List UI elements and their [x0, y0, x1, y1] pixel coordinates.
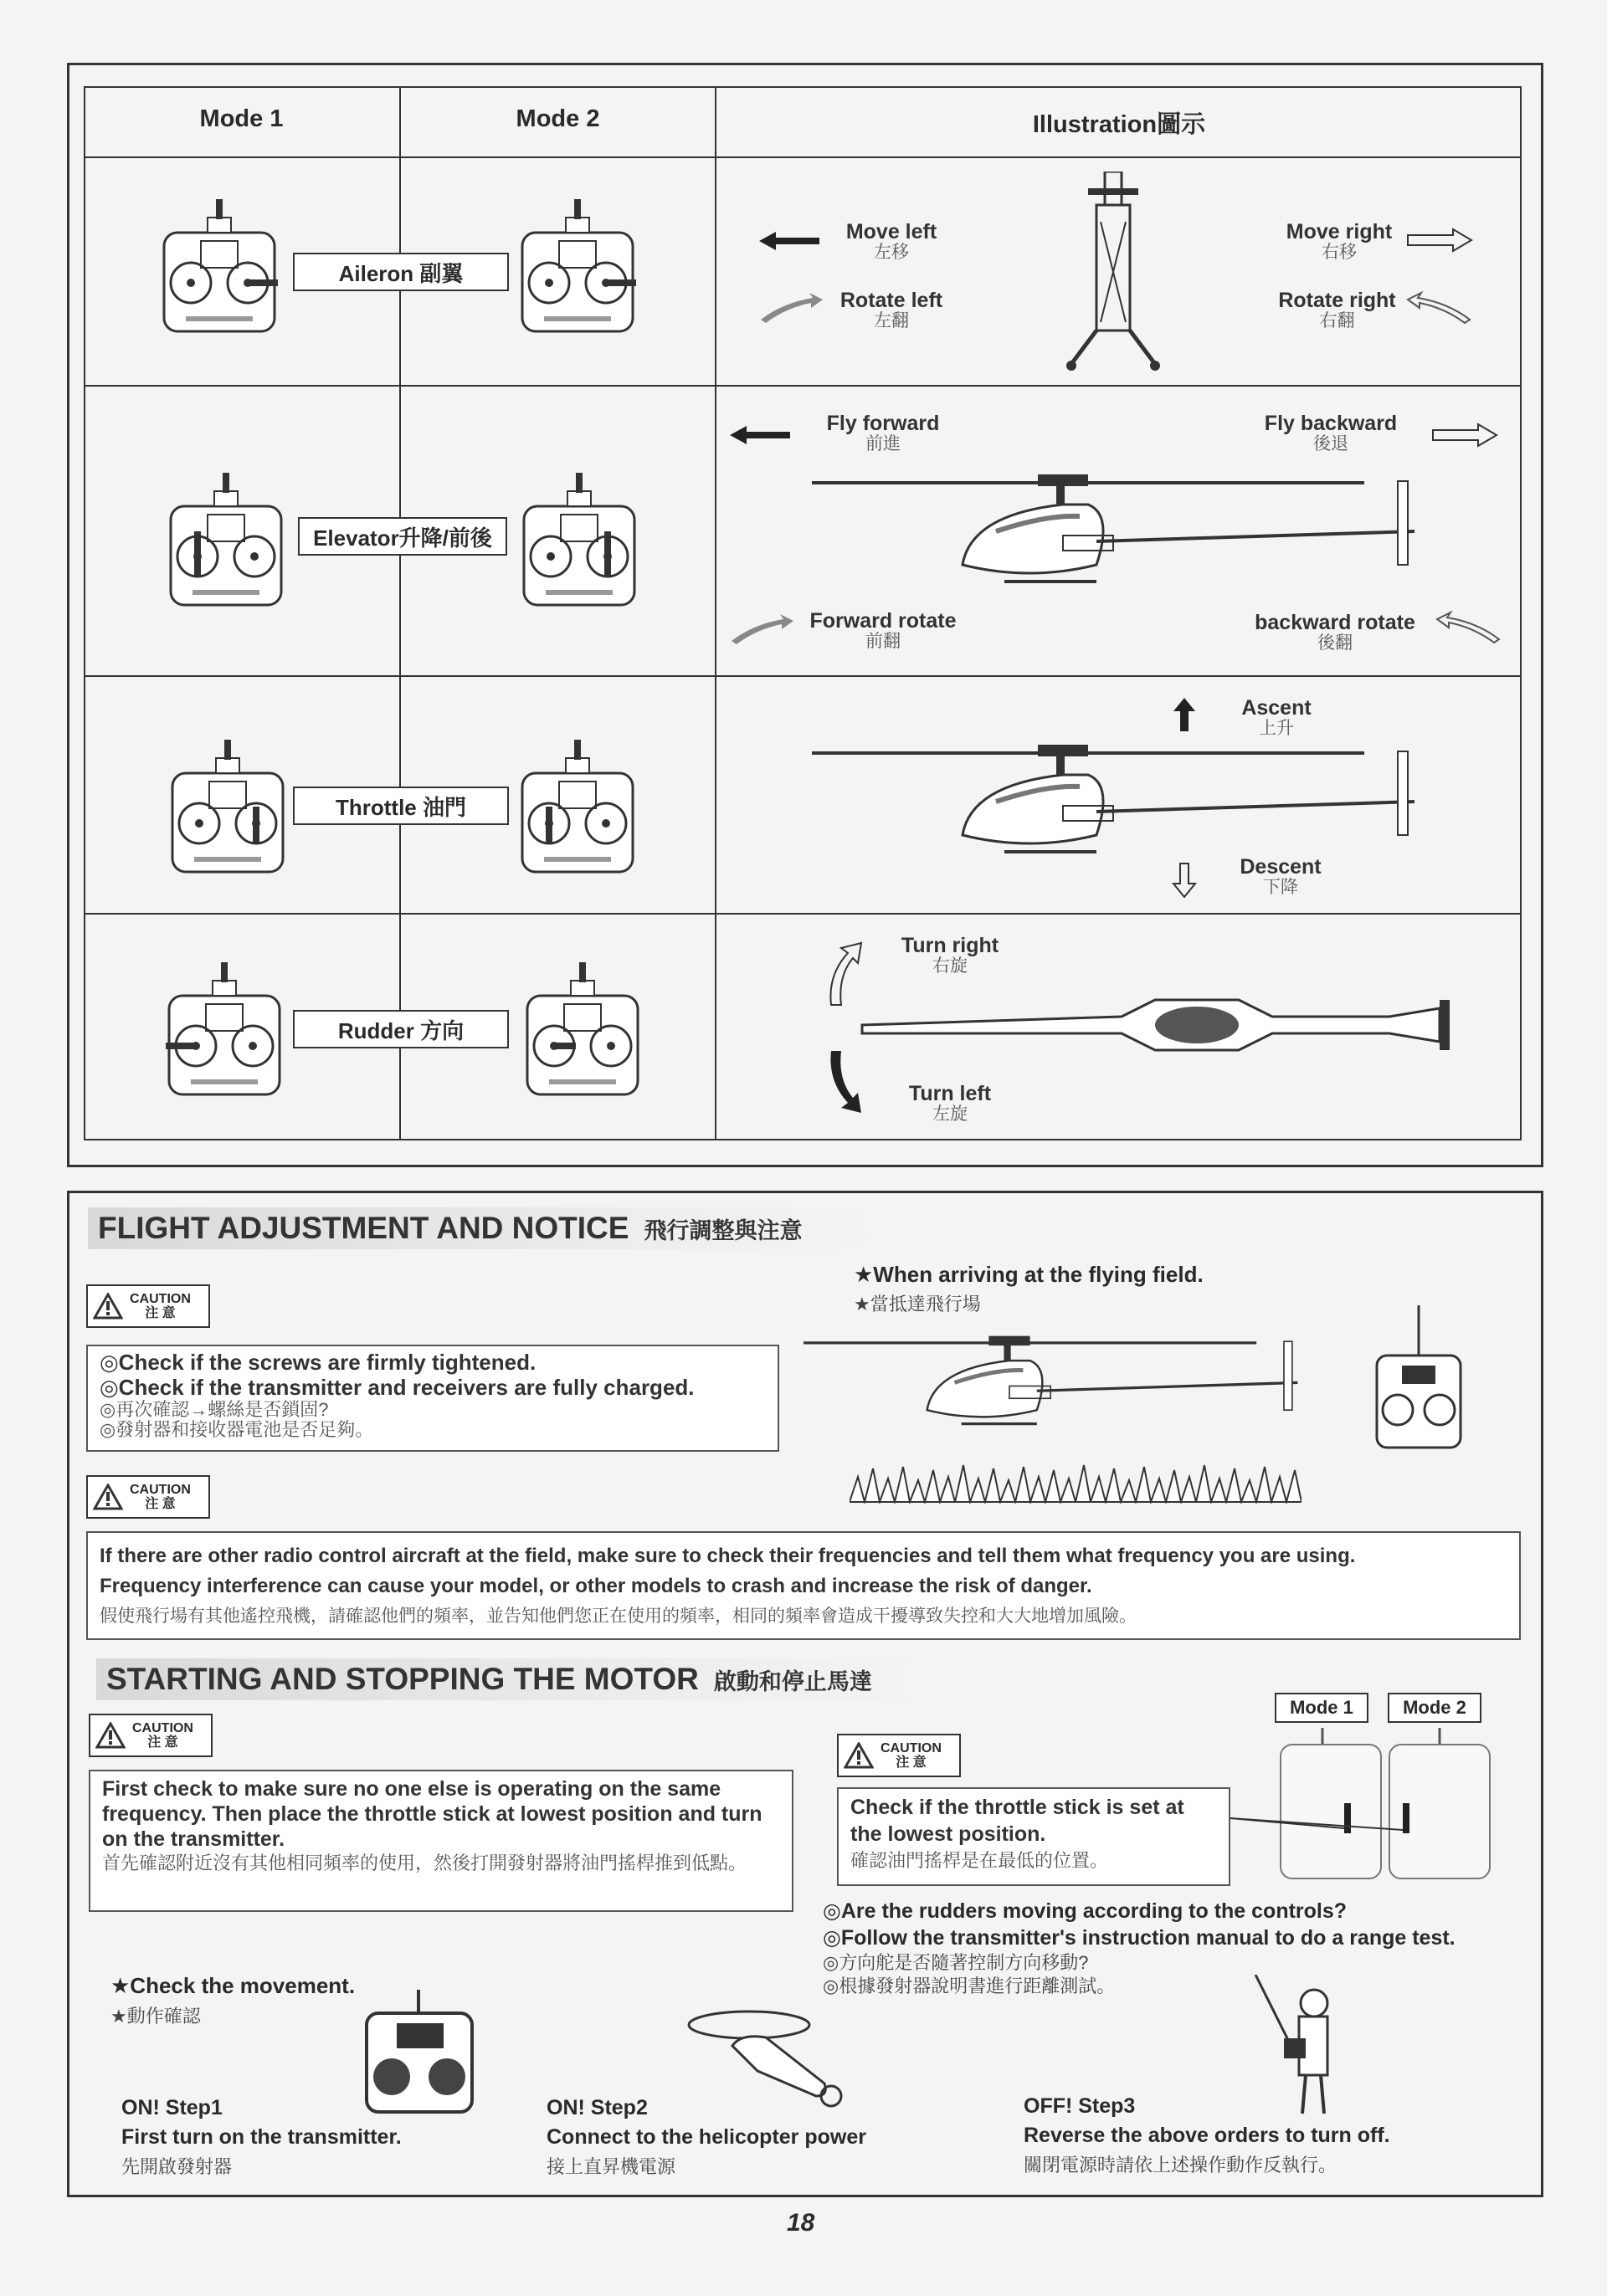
table-row-line	[84, 385, 1522, 387]
rudder-checks: ◎Are the rudders moving according to the controls? ◎Follow the transmitter's instruction manual to do a range test. ◎方向舵是否隨著控制方向移動? ◎根據發射器說明書進行距離測試。	[823, 1899, 1456, 1996]
warning-icon	[93, 1484, 123, 1510]
arrive-field-text: ★When arriving at the flying field.	[854, 1262, 1204, 1287]
table-row-line	[84, 913, 1522, 915]
dir-ascent: Ascent 上升	[1241, 696, 1312, 738]
dir-move-left: Move left 左移	[845, 220, 937, 262]
motor-section-title: STARTING AND STOPPING THE MOTOR 啟動和停止馬達	[96, 1658, 937, 1700]
table-header-mode2: Mode 2	[516, 105, 600, 132]
step1: ON! Step1 First turn on the transmitter. 先開啟發射器	[121, 2096, 402, 2177]
dir-turn-right: Turn right 右旋	[901, 934, 999, 976]
table-col-line	[715, 86, 716, 1140]
dir-rotate-left: Rotate left 左翻	[839, 289, 943, 331]
check-movement-text: ★Check the movement.	[110, 1973, 356, 1998]
arrow-left-icon	[728, 424, 792, 446]
rotate-backward-arrow-icon	[1435, 611, 1502, 644]
label-throttle: Throttle 油門	[293, 787, 509, 825]
warning-icon	[93, 1293, 123, 1320]
arrive-field-text-cn: ★當抵達飛行場	[854, 1294, 981, 1315]
caution-badge: CAUTION 注 意	[86, 1284, 210, 1328]
transmitter-mode2-icon	[524, 962, 641, 1096]
check-movement-text-cn: ★動作確認	[110, 2006, 201, 2027]
step3: OFF! Step3 Reverse the above orders to turn off. 關閉電源時請依上述操作動作反執行。	[1024, 2094, 1390, 2176]
transmitters-throttle-image	[1230, 1728, 1507, 1895]
table-row-line	[84, 156, 1522, 158]
transmitter-mode2-icon	[521, 473, 638, 607]
arrow-right-outline-icon	[1431, 423, 1498, 448]
label-rudder: Rudder 方向	[293, 1010, 509, 1048]
transmitter-mode1-icon	[166, 962, 283, 1096]
frequency-note: If there are other radio control aircraft at the field, make sure to check their frequencies and tell them what frequency you are using. Frequency interference can cause your model, or other models to crash and increase the risk of danger. 假使飛行場有其他遙控飛機，請確認他們的頻率，並告知他們您正在使用的頻率，相同的頻率會造成干擾導致失控和大大地增加風險。	[86, 1531, 1521, 1640]
page-number: 18	[787, 2209, 815, 2237]
flight-section-title: FLIGHT ADJUSTMENT AND NOTICE 飛行調整與注意	[88, 1207, 895, 1249]
rotate-forward-arrow-icon	[728, 612, 795, 646]
transmitter-mode1-icon	[169, 740, 286, 874]
label-elevator: Elevator升降/前後	[298, 517, 507, 556]
helicopter-top-view	[854, 983, 1473, 1067]
dir-turn-left: Turn left 左旋	[908, 1082, 992, 1124]
dir-move-right: Move right 右移	[1286, 220, 1393, 262]
arrow-up-icon	[1172, 696, 1197, 733]
dir-forward-rotate: Forward rotate 前翻	[809, 609, 957, 651]
arrow-left-icon	[757, 230, 821, 252]
warning-icon	[844, 1742, 874, 1769]
helicopter-side-view	[812, 743, 1431, 869]
table-row-line	[84, 675, 1522, 677]
dir-descent: Descent 下降	[1240, 855, 1322, 897]
rotate-left-arrow-icon	[757, 291, 824, 325]
table-header-illustration: Illustration圖示	[1032, 111, 1206, 138]
transmitter-mode1-icon	[167, 473, 285, 607]
helicopter-front-view	[1063, 172, 1163, 372]
turn-left-arrow-icon	[824, 1048, 866, 1115]
table-col-line	[399, 86, 401, 1140]
dir-backward-rotate: backward rotate 後翻	[1255, 611, 1415, 653]
throttle-check-note: Check if the throttle stick is set at the lowest position. 確認油門搖桿是在最低的位置。	[837, 1787, 1230, 1886]
helicopter-on-field-image	[804, 1335, 1306, 1460]
helicopter-side-view	[812, 473, 1431, 598]
caution-badge: CAUTION 注 意	[86, 1475, 210, 1519]
warning-icon	[95, 1722, 126, 1749]
caution-badge: CAUTION 注 意	[89, 1714, 213, 1757]
transmitter-mode2-icon	[519, 199, 636, 333]
mode2-tag: Mode 2	[1388, 1693, 1481, 1723]
screws-check-note: ◎Check if the screws are firmly tightened. ◎Check if the transmitter and receivers are fully charged. ◎再次確認→螺絲是否鎖固? ◎發射器和接收器電池是否足夠。	[86, 1345, 779, 1452]
transmitter-image	[1373, 1305, 1465, 1452]
first-check-note: First check to make sure no one else is operating on the same frequency. Then place the throttle stick at lowest position and turn on the transmitter. 首先確認附近沒有其他相同頻率的使用，然後打開發射器將油門搖桿推到低點。	[89, 1770, 793, 1912]
arrow-right-outline-icon	[1406, 228, 1473, 253]
dir-fly-forward: Fly forward 前進	[826, 412, 940, 454]
label-aileron: Aileron 副翼	[293, 253, 509, 291]
dir-fly-backward: Fly backward 後退	[1264, 412, 1398, 454]
grass-image	[850, 1460, 1302, 1504]
caution-badge: CAUTION 注 意	[837, 1734, 961, 1777]
arrow-down-outline-icon	[1172, 862, 1197, 899]
rotate-right-arrow-icon	[1406, 291, 1473, 325]
transmitter-mode2-icon	[519, 740, 636, 874]
dir-rotate-right: Rotate right 右翻	[1278, 289, 1396, 331]
step2: ON! Step2 Connect to the helicopter power 接上直昇機電源	[547, 2096, 866, 2177]
transmitter-mode1-icon	[161, 199, 278, 333]
mode1-tag: Mode 1	[1275, 1693, 1368, 1723]
table-header-mode1: Mode 1	[199, 105, 284, 132]
